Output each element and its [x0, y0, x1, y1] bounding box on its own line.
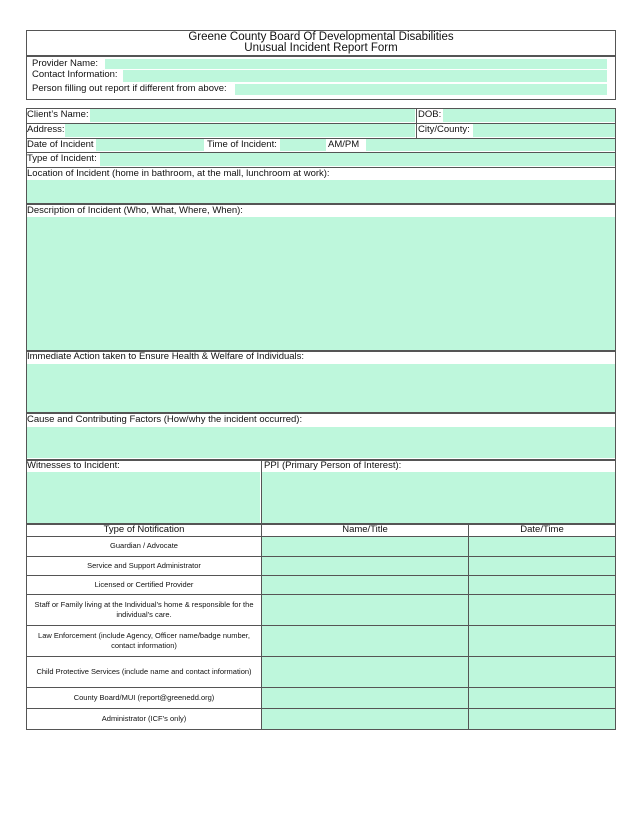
table-header-name: Name/Title [342, 524, 388, 535]
dob-label: DOB: [418, 109, 442, 120]
client-name-label: Client’s Name: [27, 109, 89, 120]
table-cell-date[interactable] [469, 688, 615, 708]
table-header-type: Type of Notification [103, 524, 185, 535]
table-cell-name[interactable] [262, 557, 468, 575]
witnesses-field[interactable] [27, 472, 260, 523]
location-label: Location of Incident (home in bathroom, at the mall, lunchroom at work): [27, 168, 330, 179]
table-row-label: Child Protective Services (include name and contact information) [36, 667, 252, 676]
description-label: Description of Incident (Who, What, Where, When): [27, 205, 243, 216]
type-field[interactable] [100, 153, 615, 166]
cause-field[interactable] [27, 427, 615, 458]
table-row-label: Licensed or Certified Provider [94, 580, 194, 589]
table-row-label: Guardian / Advocate [110, 541, 178, 550]
table-row-label: County Board/MUI (report@greenedd.org) [73, 693, 215, 702]
table-header-date: Date/Time [520, 524, 564, 535]
table-cell-date[interactable] [469, 576, 615, 594]
table-cell-date[interactable] [469, 595, 615, 625]
client-name-field[interactable] [90, 109, 415, 122]
provider-name-field[interactable] [105, 59, 607, 69]
immediate-action-field[interactable] [27, 364, 615, 412]
table-cell-name[interactable] [262, 657, 468, 687]
provider-name-label: Provider Name: [32, 58, 98, 69]
date-field[interactable] [96, 139, 204, 151]
table-cell-name[interactable] [262, 626, 468, 656]
type-label: Type of Incident: [27, 153, 97, 164]
table-row-label: Staff or Family living at the Individual’s home & responsible for the individual’s care. [34, 600, 254, 619]
form-header [26, 30, 616, 56]
immediate-action-label: Immediate Action taken to Ensure Health & Welfare of Individuals: [27, 351, 305, 362]
ampm-field[interactable] [366, 139, 615, 151]
form-subtitle: Unusual Incident Report Form [244, 42, 398, 54]
contact-info-label: Contact Information: [32, 69, 118, 80]
table-cell-date[interactable] [469, 626, 615, 656]
ppi-field[interactable] [262, 472, 615, 523]
table-cell-name[interactable] [262, 576, 468, 594]
table-cell-name[interactable] [262, 688, 468, 708]
dob-field[interactable] [443, 109, 615, 122]
city-county-label: City/County: [418, 124, 470, 135]
contact-info-field[interactable] [123, 70, 607, 82]
description-field[interactable] [27, 217, 615, 350]
witnesses-label: Witnesses to Incident: [27, 460, 120, 471]
table-cell-name[interactable] [262, 537, 468, 556]
table-cell-date[interactable] [469, 709, 615, 729]
table-row-label: Service and Support Administrator [87, 561, 201, 570]
table-row-label: Law Enforcement (include Agency, Officer name/badge number, contact information) [38, 631, 250, 650]
ppi-label: PPI (Primary Person of Interest): [264, 460, 402, 471]
person-filling-field[interactable] [235, 84, 607, 95]
address-label: Address: [27, 124, 65, 135]
table-cell-name[interactable] [262, 709, 468, 729]
table-cell-date[interactable] [469, 557, 615, 575]
ampm-label: AM/PM [328, 139, 360, 150]
person-filling-label: Person filling out report if different from above: [32, 83, 227, 94]
form-title: Greene County Board Of Developmental Disabilities [188, 31, 454, 43]
time-label: Time of Incident: [207, 139, 277, 150]
city-county-field[interactable] [473, 124, 615, 137]
date-label: Date of Incident [27, 139, 94, 150]
table-cell-date[interactable] [469, 537, 615, 556]
table-cell-name[interactable] [262, 595, 468, 625]
address-field[interactable] [65, 124, 415, 137]
location-field[interactable] [27, 180, 615, 203]
time-field[interactable] [280, 139, 326, 151]
table-row-label: Administrator (ICF’s only) [101, 714, 187, 723]
cause-label: Cause and Contributing Factors (How/why the incident occurred): [27, 414, 303, 425]
table-cell-date[interactable] [469, 657, 615, 687]
